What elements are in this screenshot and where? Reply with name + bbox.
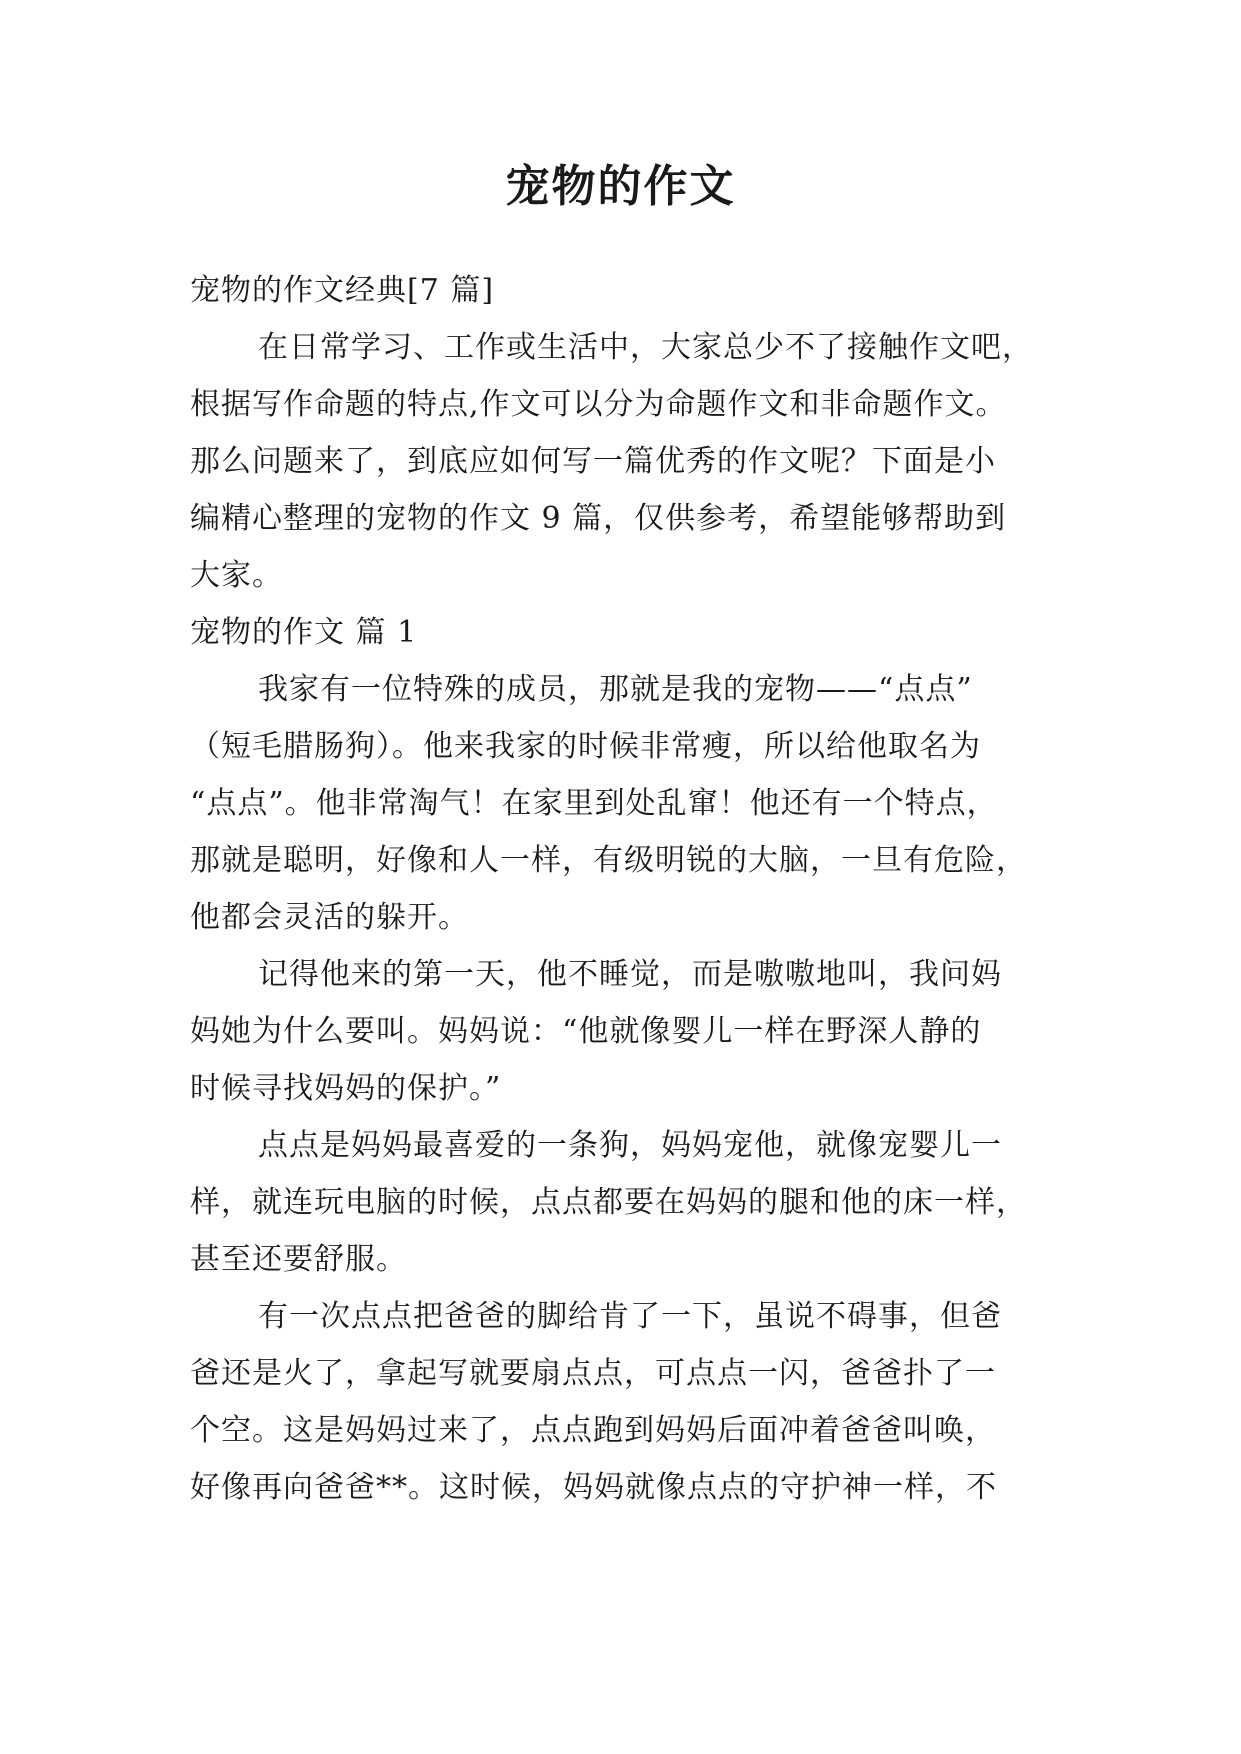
paragraph-line: （短毛腊肠狗）。他来我家的时候非常瘦，所以给他取名为 (190, 729, 981, 764)
paragraph-line: 好像再向爸爸**。这时候，妈妈就像点点的守护神一样，不 (190, 1470, 997, 1505)
paragraph-line: 大家。 (190, 558, 283, 593)
paragraph-line: 我家有一位特殊的成员，那就是我的宠物——“点点” (258, 672, 973, 707)
paragraph-line: 他都会灵活的躲开。 (190, 900, 469, 935)
paragraph-line: 有一次点点把爸爸的脚给肯了一下，虽说不碍事，但爸 (258, 1299, 1002, 1334)
paragraph-line: 那么问题来了，到底应如何写一篇优秀的作文呢？下面是小 (190, 444, 996, 479)
paragraph-line: 记得他来的第一天，他不睡觉，而是嗷嗷地叫，我问妈 (258, 957, 1002, 992)
paragraph-line: 甚至还要舒服。 (190, 1242, 407, 1277)
paragraph-line: 爸还是火了，拿起写就要扇点点，可点点一闪，爸爸扑了一 (190, 1356, 996, 1391)
paragraph-line: 那就是聪明，好像和人一样，有级明锐的大脑，一旦有危险， (190, 843, 1027, 878)
paragraph-line: 时候寻找妈妈的保护。” (190, 1071, 502, 1106)
paragraph-line: 在日常学习、工作或生活中，大家总少不了接触作文吧， (258, 330, 1033, 365)
paragraph-line: 点点是妈妈最喜爱的一条狗，妈妈宠他，就像宠婴儿一 (258, 1128, 1002, 1163)
paragraph-line: 样，就连玩电脑的时候，点点都要在妈妈的腿和他的床一样， (190, 1185, 1027, 1220)
document-body (190, 262, 1056, 1516)
paragraph-line: 妈她为什么要叫。妈妈说：“他就像婴儿一样在野深人静的 (190, 1014, 982, 1049)
document-title: 宠物的作文 (505, 161, 736, 212)
paragraph-line: 编精心整理的宠物的作文 9 篇，仅供参考，希望能够帮助到 (190, 501, 1007, 536)
section-heading: 宠物的作文 篇 1 (190, 615, 418, 650)
paragraph-line: 个空。这是妈妈过来了，点点跑到妈妈后面冲着爸爸叫唤， (190, 1413, 996, 1448)
subtitle-line: 宠物的作文经典[7 篇] (190, 273, 495, 308)
paragraph-line: “点点”。他非常淘气！在家里到处乱窜！他还有一个特点， (190, 786, 998, 821)
paragraph-line: 根据写作命题的特点,作文可以分为命题作文和非命题作文。 (190, 387, 1007, 422)
